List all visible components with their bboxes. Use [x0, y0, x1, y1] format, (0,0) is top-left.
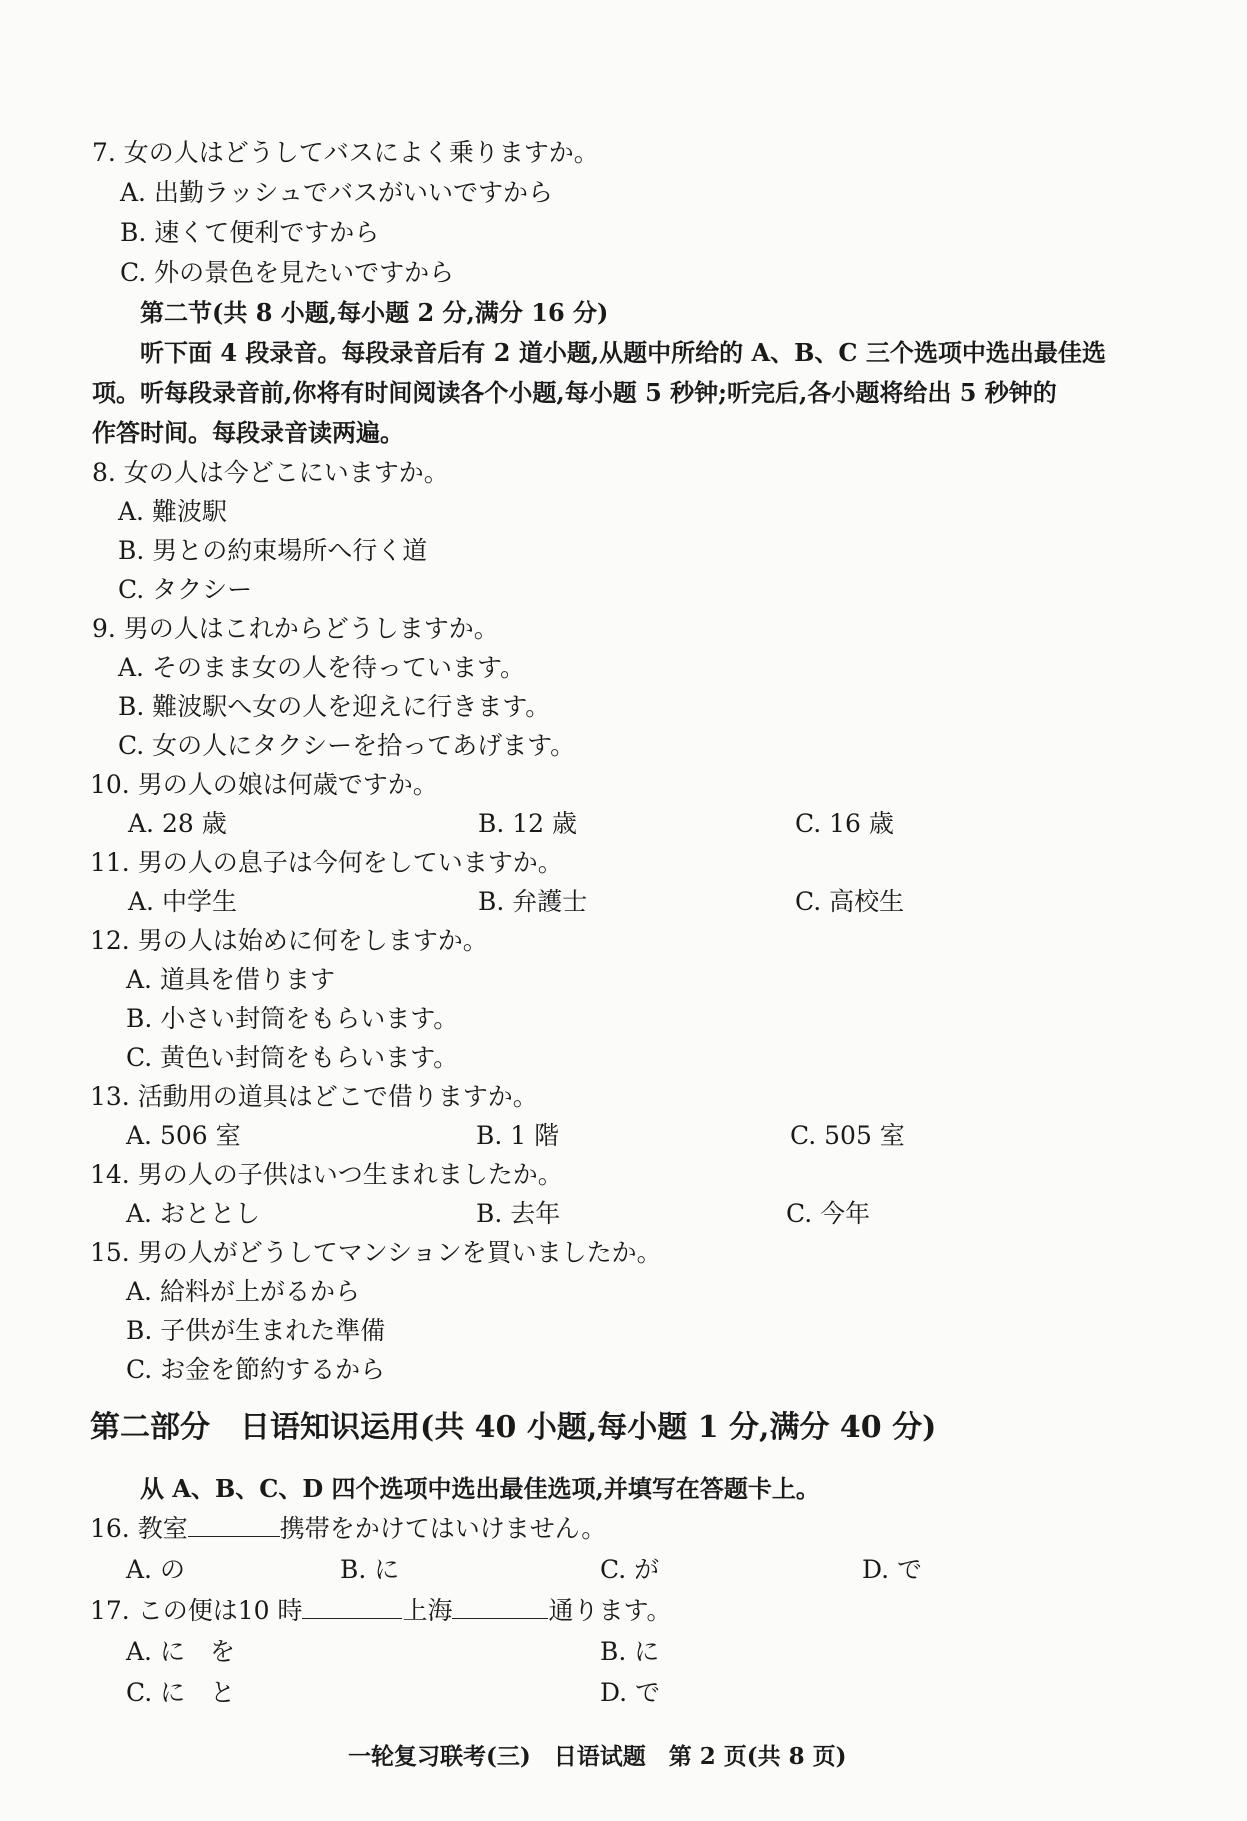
question-8-stem: 8. 女の人は今どこにいますか。	[92, 458, 449, 487]
question-9-stem: 9. 男の人はこれからどうしますか。	[92, 614, 499, 643]
question-7-option-a: A. 出勤ラッシュでバスがいいですから	[120, 178, 553, 207]
question-10-option-a: A. 28 歳	[128, 809, 227, 838]
question-17-option-b: B. に	[600, 1637, 660, 1666]
question-8-option-c: C. タクシー	[118, 575, 253, 604]
question-15-option-c: C. お金を節約するから	[126, 1355, 386, 1384]
question-14-option-c: C. 今年	[786, 1199, 871, 1228]
question-17-stem-before: 17. この便は10 時	[90, 1596, 303, 1625]
page-footer: 一轮复习联考(三) 日语试题 第 2 页(共 8 页)	[348, 1743, 847, 1770]
question-11-stem: 11. 男の人の息子は今何をしていますか。	[90, 848, 563, 877]
question-17-option-d: D. で	[600, 1678, 661, 1707]
question-15-option-a: A. 給料が上がるから	[126, 1277, 360, 1306]
question-14-option-a: A. おととし	[126, 1199, 260, 1228]
section-2-title: 第二节(共 8 小题,每小题 2 分,满分 16 分)	[140, 298, 609, 327]
question-9-option-a: A. そのまま女の人を待っています。	[118, 653, 525, 682]
question-12-option-a: A. 道具を借ります	[126, 965, 335, 994]
question-7-stem: 7. 女の人はどうしてバスによく乗りますか。	[92, 138, 599, 167]
question-10-stem: 10. 男の人の娘は何歳ですか。	[90, 770, 438, 799]
question-12-option-c: C. 黄色い封筒をもらいます。	[126, 1043, 459, 1072]
question-17-stem	[90, 1596, 672, 1626]
question-17-stem-after: 通ります。	[548, 1596, 672, 1625]
question-11-option-c: C. 高校生	[795, 887, 905, 916]
question-13-option-c: C. 505 室	[790, 1121, 905, 1150]
section-2-instruction-line-2: 项。听每段录音前,你将有时间阅读各个小题,每小题 5 秒钟;听完后,各小题将给出 5 秒钟的	[92, 378, 1057, 407]
question-11-option-a: A. 中学生	[128, 887, 237, 916]
question-16-stem-before: 16. 教室	[90, 1514, 188, 1543]
question-12-stem: 12. 男の人は始めに何をしますか。	[90, 926, 488, 955]
answer-blank	[188, 1514, 280, 1537]
question-16-option-d: D. で	[862, 1555, 923, 1584]
question-7-option-b: B. 速くて便利ですから	[120, 218, 380, 247]
answer-blank-2	[452, 1596, 548, 1619]
question-13-option-a: A. 506 室	[126, 1121, 241, 1150]
section-2-instruction-line-1: 听下面 4 段录音。每段录音后有 2 道小题,从题中所给的 A、B、C 三个选项中选出最佳选	[140, 338, 1106, 367]
question-14-option-b: B. 去年	[476, 1199, 561, 1228]
question-9-option-b: B. 難波駅へ女の人を迎えに行きます。	[118, 692, 551, 721]
question-15-option-b: B. 子供が生まれた準備	[126, 1316, 386, 1345]
question-9-option-c: C. 女の人にタクシーを拾ってあげます。	[118, 731, 576, 760]
question-10-option-c: C. 16 歳	[795, 809, 894, 838]
question-8-option-b: B. 男との約束場所へ行く道	[118, 536, 428, 565]
question-16-option-b: B. に	[340, 1555, 400, 1584]
question-11-option-b: B. 弁護士	[478, 887, 588, 916]
question-16-stem-after: 携帯をかけてはいけません。	[279, 1514, 607, 1543]
question-10-option-b: B. 12 歳	[478, 809, 578, 838]
answer-blank-1	[302, 1596, 402, 1619]
question-17-stem-middle: 上海	[402, 1596, 453, 1625]
question-15-stem: 15. 男の人がどうしてマンションを買いましたか。	[90, 1238, 662, 1267]
question-13-stem: 13. 活動用の道具はどこで借りますか。	[90, 1082, 538, 1111]
question-16-option-a: A. の	[126, 1555, 185, 1584]
question-17-option-a: A. に を	[126, 1637, 235, 1666]
question-13-option-b: B. 1 階	[476, 1121, 560, 1150]
part-2-title: 第二部分 日语知识运用(共 40 小题,每小题 1 分,满分 40 分)	[90, 1410, 937, 1445]
question-16-option-c: C. が	[600, 1555, 660, 1584]
question-17-option-c: C. に と	[126, 1678, 236, 1707]
question-7-option-c: C. 外の景色を見たいですから	[120, 258, 455, 287]
section-2-instruction-line-3: 作答时间。每段录音读两遍。	[92, 418, 404, 447]
question-16-stem	[90, 1514, 606, 1544]
part-2-instruction: 从 A、B、C、D 四个选项中选出最佳选项,并填写在答题卡上。	[140, 1474, 820, 1503]
question-12-option-b: B. 小さい封筒をもらいます。	[126, 1004, 459, 1033]
question-14-stem: 14. 男の人の子供はいつ生まれましたか。	[90, 1160, 563, 1189]
question-8-option-a: A. 難波駅	[118, 497, 227, 526]
